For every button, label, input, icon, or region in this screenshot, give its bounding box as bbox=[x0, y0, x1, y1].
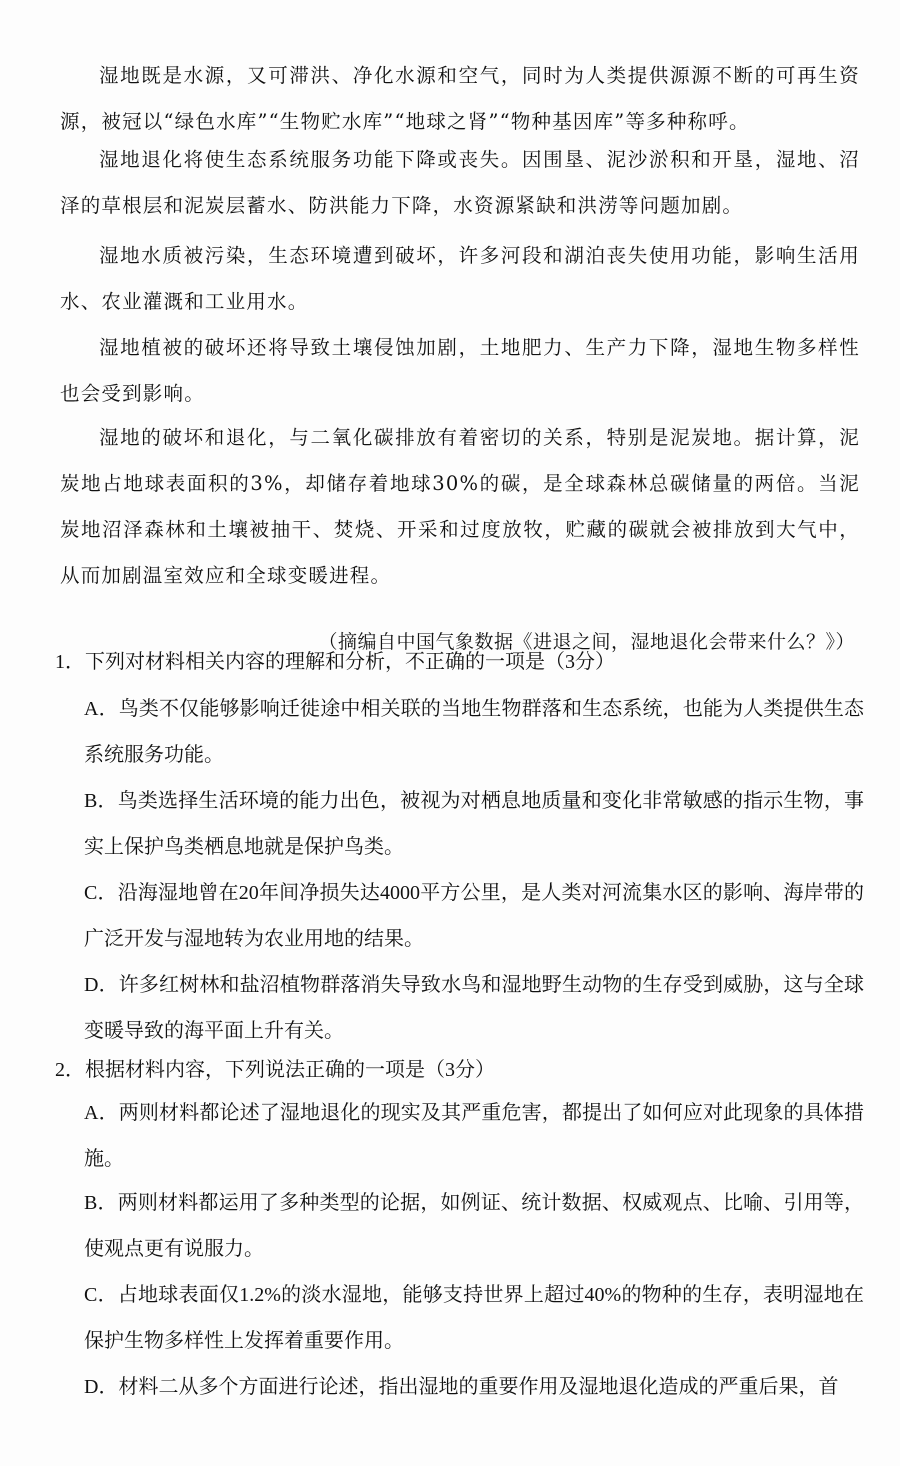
question-2-option-a: A．两则材料都论述了湿地退化的现实及其严重危害，都提出了如何应对此现象的具体措施。 bbox=[84, 1102, 864, 1170]
passage-paragraph-3: 湿地水质被污染，生态环境遭到破坏，许多河段和湖泊丧失使用功能，影响生活用水、农业灌溉和工业用水。 bbox=[60, 244, 860, 313]
question-2-option-c: C．占地球表面仅1.2%的淡水湿地，能够支持世界上超过40%的物种的生存，表明湿地在保护生物多样性上发挥着重要作用。 bbox=[84, 1284, 864, 1352]
passage-paragraph-1: 湿地既是水源，又可滞洪、净化水源和空气，同时为人类提供源源不断的可再生资源，被冠以“绿色水库”“生物贮水库”“地球之肾”“物种基因库”等多种称呼。 bbox=[60, 64, 860, 133]
passage-source: （摘编自中国气象数据《进退之间，湿地退化会带来什么？》） bbox=[318, 631, 855, 653]
question-1-option-b: B．鸟类选择生活环境的能力出色，被视为对栖息地质量和变化非常敏感的指示生物，事实上保护鸟类栖息地就是保护鸟类。 bbox=[84, 790, 864, 858]
question-1-option-a: A．鸟类不仅能够影响迁徙途中相关联的当地生物群落和生态系统，也能为人类提供生态系统服务功能。 bbox=[84, 698, 864, 766]
question-2-option-d: D．材料二从多个方面进行论述，指出湿地的重要作用及湿地退化造成的严重后果，首 bbox=[84, 1376, 839, 1398]
question-2-option-b: B．两则材料都运用了多种类型的论据，如例证、统计数据、权威观点、比喻、引用等，使观点更有说服力。 bbox=[84, 1192, 864, 1260]
question-1-option-d: D．许多红树林和盐沼植物群落消失导致水鸟和湿地野生动物的生存受到威胁，这与全球变暖导致的海平面上升有关。 bbox=[84, 974, 864, 1042]
passage-paragraph-5: 湿地的破坏和退化，与二氧化碳排放有着密切的关系，特别是泥炭地。据计算，泥炭地占地球表面积的3%，却储存着地球30%的碳，是全球森林总碳储量的两倍。当泥炭地沼泽森林和土壤被抽干、焚烧、开采和过度放牧，贮藏的碳就会被排放到大气中，从而加剧温室效应和全球变暖进程。 bbox=[60, 426, 860, 587]
question-1-stem: 1．下列对材料相关内容的理解和分析，不正确的一项是（3分） bbox=[55, 651, 615, 673]
question-2-stem: 2．根据材料内容，下列说法正确的一项是（3分） bbox=[55, 1059, 495, 1081]
question-1-option-c: C．沿海湿地曾在20年间净损失达4000平方公里，是人类对河流集水区的影响、海岸带的广泛开发与湿地转为农业用地的结果。 bbox=[84, 882, 864, 950]
passage-paragraph-2: 湿地退化将使生态系统服务功能下降或丧失。因围垦、泥沙淤积和开垦，湿地、沼泽的草根层和泥炭层蓄水、防洪能力下降，水资源紧缺和洪涝等问题加剧。 bbox=[60, 148, 860, 217]
passage-paragraph-4: 湿地植被的破坏还将导致土壤侵蚀加剧，土地肥力、生产力下降，湿地生物多样性也会受到影响。 bbox=[60, 336, 860, 405]
